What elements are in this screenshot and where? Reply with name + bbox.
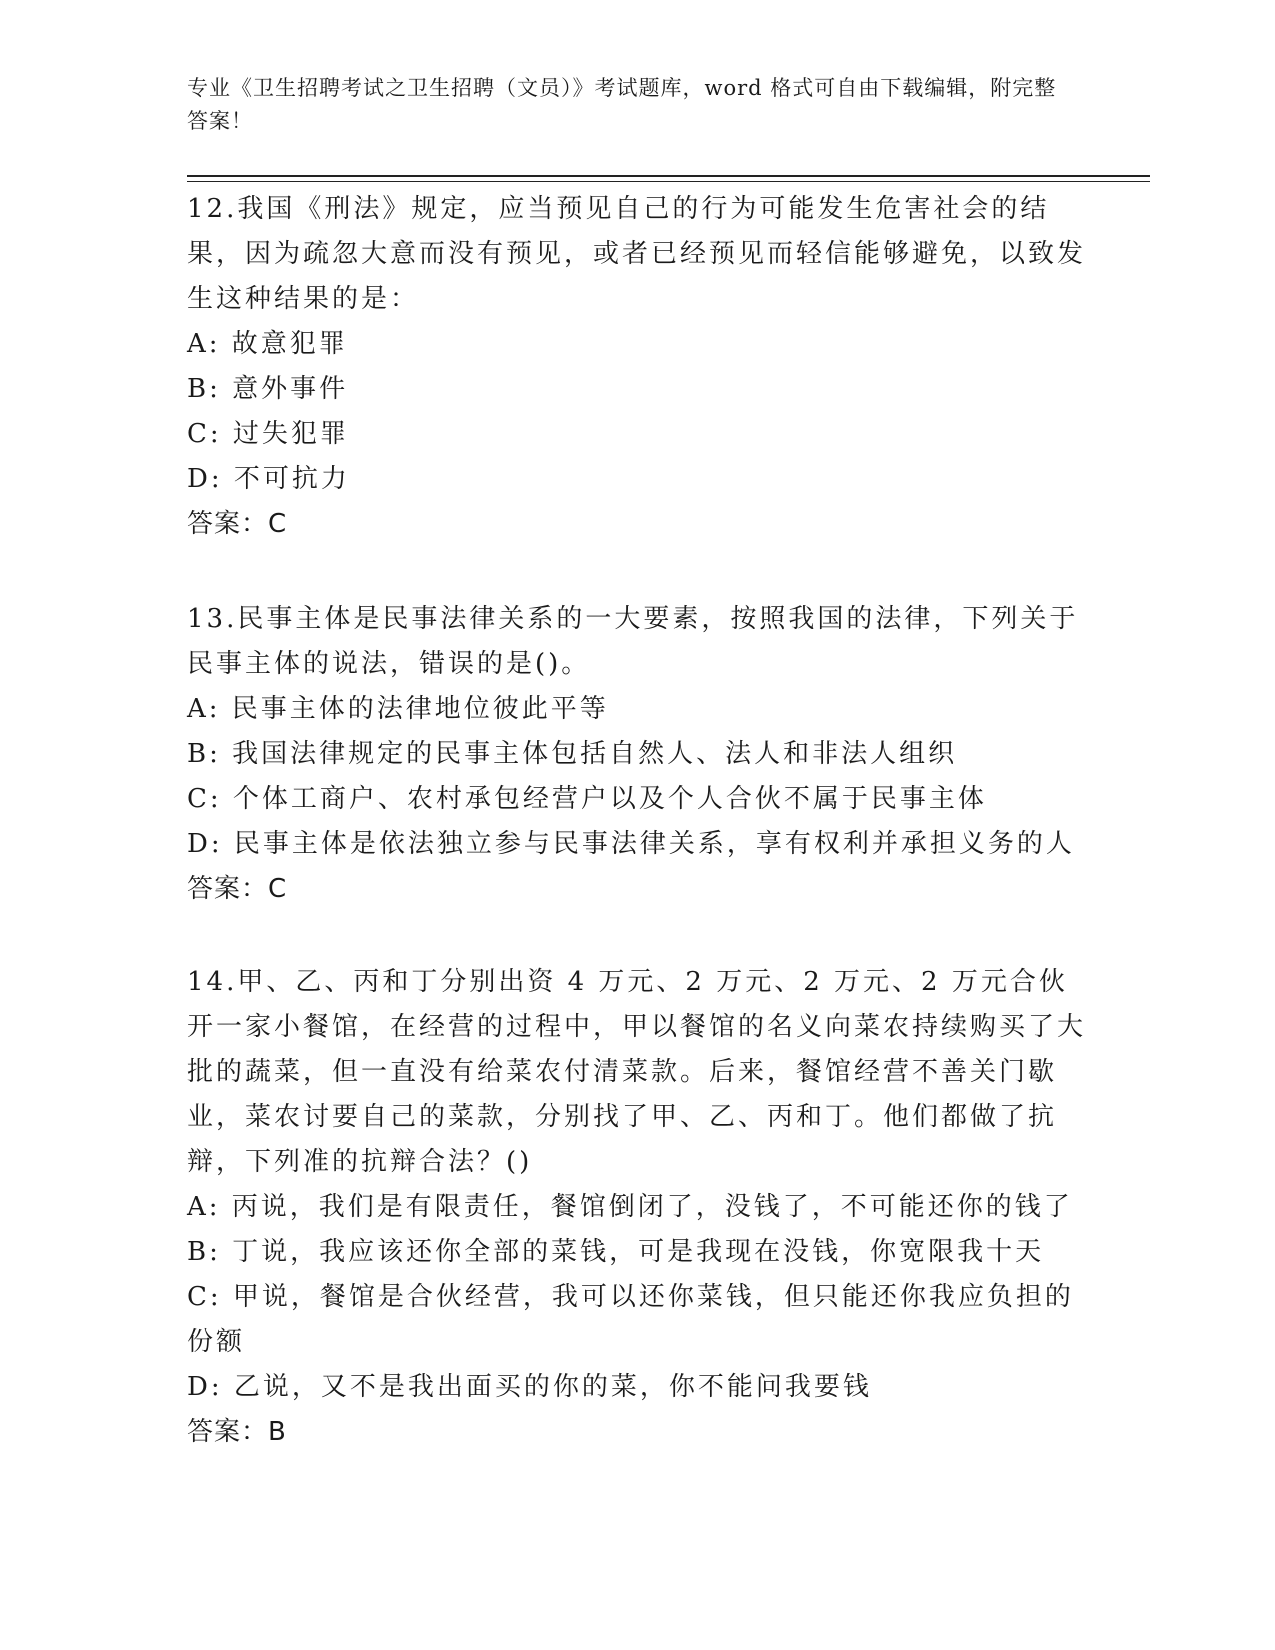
option-d: D: 民事主体是依法独立参与民事法律关系，享有权利并承担义务的人 bbox=[187, 829, 1075, 859]
question-text: 12.我国《刑法》规定，应当预见自己的行为可能发生危害社会的结果，因为疏忽大意而没有预见，或者已经预见而轻信能够避免，以致发生这种结果的是： bbox=[187, 194, 1087, 314]
page-header: 专业《卫生招聘考试之卫生招聘（文员）》考试题库，word 格式可自由下载编辑，附完整答案！ bbox=[187, 76, 1057, 133]
option-b: B: 丁说，我应该还你全部的菜钱，可是我现在没钱，你宽限我十天 bbox=[187, 1237, 1045, 1267]
question-text: 13.民事主体是民事法律关系的一大要素，按照我国的法律，下列关于民事主体的说法，错误的是()。 bbox=[187, 604, 1079, 679]
question-14 bbox=[187, 960, 1087, 1455]
option-c: C: 个体工商户、农村承包经营户以及个人合伙不属于民事主体 bbox=[187, 784, 987, 814]
option-c: C: 过失犯罪 bbox=[187, 419, 349, 449]
option-b: B: 意外事件 bbox=[187, 374, 349, 404]
option-a: A: 故意犯罪 bbox=[187, 329, 348, 359]
option-b: B: 我国法律规定的民事主体包括自然人、法人和非法人组织 bbox=[187, 739, 958, 769]
answer: 答案：C bbox=[187, 509, 288, 539]
header-divider-thin bbox=[187, 181, 1150, 182]
answer: 答案：B bbox=[187, 1417, 287, 1447]
option-c: C: 甲说，餐馆是合伙经营，我可以还你菜钱，但只能还你我应负担的份额 bbox=[187, 1282, 1074, 1357]
question-13 bbox=[187, 597, 1087, 912]
option-a: A: 民事主体的法律地位彼此平等 bbox=[187, 694, 609, 724]
question-12 bbox=[187, 187, 1087, 547]
option-d: D: 乙说，又不是我出面买的你的菜，你不能问我要钱 bbox=[187, 1372, 872, 1402]
answer: 答案：C bbox=[187, 874, 288, 904]
question-text: 14.甲、乙、丙和丁分别出资 4 万元、2 万元、2 万元、2 万元合伙开一家小餐馆，在经营的过程中，甲以餐馆的名义向菜农持续购买了大批的蔬菜，但一直没有给菜农付清菜款。后来，餐馆经营不善关门歇业，菜农讨要自己的菜款，分别找了甲、乙、丙和丁。他们都做了抗辩，下列准的抗辩合法？() bbox=[187, 967, 1087, 1177]
header-divider-thick bbox=[187, 175, 1150, 177]
option-a: A: 丙说，我们是有限责任，餐馆倒闭了，没钱了，不可能还你的钱了 bbox=[187, 1192, 1073, 1222]
option-d: D: 不可抗力 bbox=[187, 464, 350, 494]
